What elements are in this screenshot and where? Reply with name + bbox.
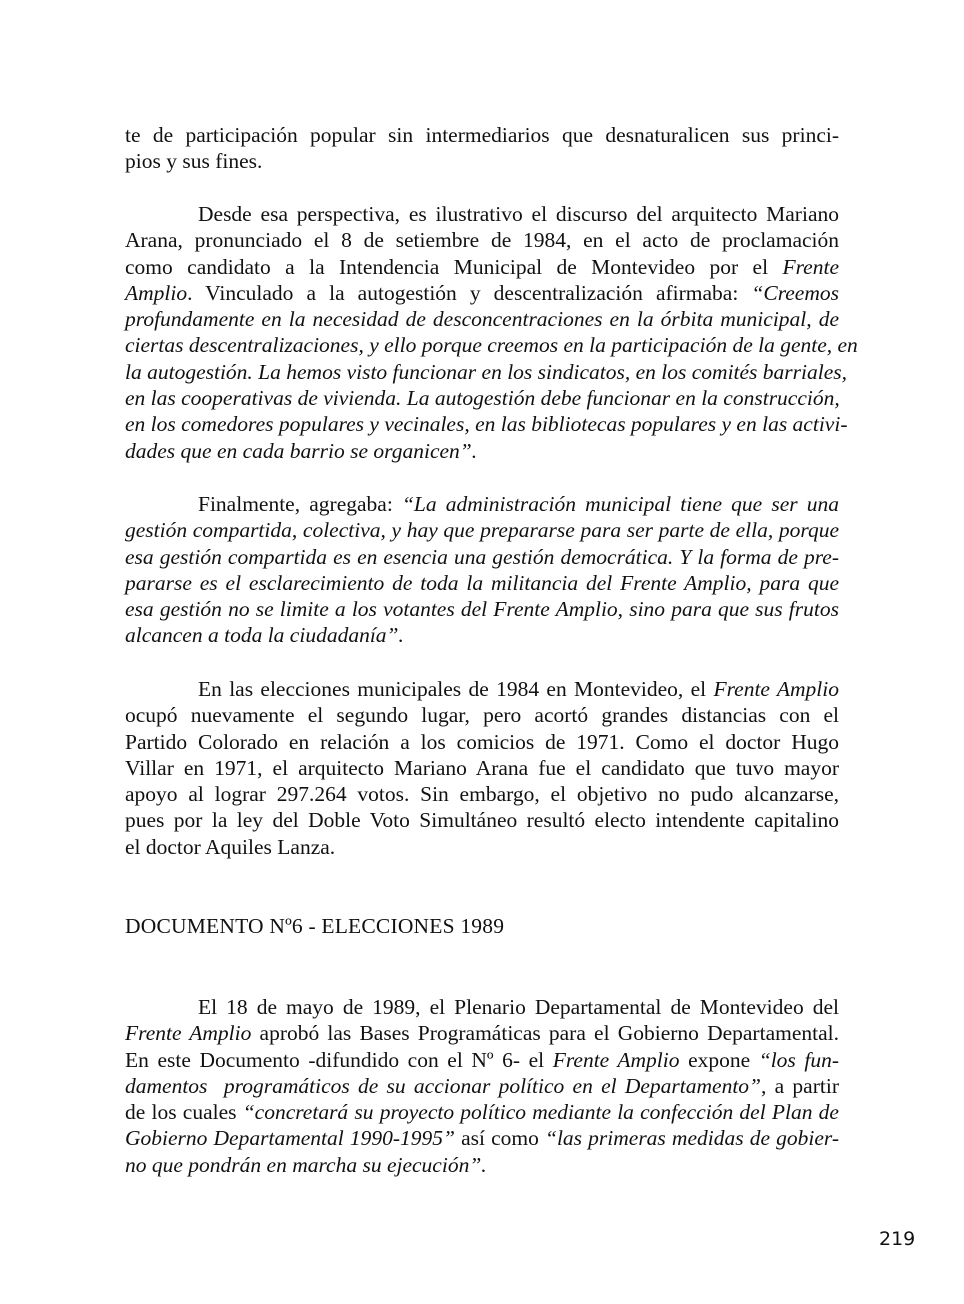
italic-quote: “los fun- xyxy=(758,1047,840,1072)
quote-line: en las cooperativas de vivienda. La autogestión debe funcionar en la construcción, xyxy=(125,386,840,411)
italic-name: Amplio xyxy=(125,280,188,305)
italic-name: Frente Amplio xyxy=(552,1047,680,1072)
text-line: el doctor Aquiles Lanza. xyxy=(125,834,336,859)
quote-line: esa gestión compartida es en esencia una gestión democrática. Y la forma de pre- xyxy=(125,544,839,569)
text-line: En este Documento -difundido con el Nº 6- el Frente Amplio expone “los fun- xyxy=(125,1047,840,1072)
quote-line: alcancen a toda la ciudadanía”. xyxy=(125,623,404,648)
text-line: de los cuales “concretará su proyecto político mediante la confección del Plan de xyxy=(125,1100,839,1125)
text-line: Villar en 1971, el arquitecto Mariano Arana fue el candidato que tuvo mayor xyxy=(125,755,839,780)
quote-line: la autogestión. La hemos visto funcionar en los sindicatos, en los comités barriales, xyxy=(125,359,848,384)
italic-quote: “Creemos xyxy=(751,280,839,305)
text-line: te de participación popular sin intermediarios que desnaturalicen sus princi- xyxy=(125,123,839,147)
text-line: pios y sus fines. xyxy=(125,149,263,174)
quote-line: esa gestión no se limite a los votantes del Frente Amplio, sino para que sus frutos xyxy=(125,597,839,622)
text-line: Frente Amplio aprobó las Bases Programáticas para el Gobierno Departamental. xyxy=(125,1021,839,1046)
text-line: El 18 de mayo de 1989, el Plenario Departamental de Montevideo del xyxy=(198,995,839,1019)
text-line: Arana, pronunciado el 8 de setiembre de 1984, en el acto de proclamación xyxy=(125,228,839,253)
text-line: pues por la ley del Doble Voto Simultáneo resultó electo intendente capitalino xyxy=(125,808,839,833)
quote-line: pararse es el esclarecimiento de toda la militancia del Frente Amplio, para que xyxy=(125,570,839,595)
italic-quote: “concretará su proyecto político mediante la confección del Plan de xyxy=(242,1100,839,1125)
text-line: apoyo al lograr 297.264 votos. Sin embargo, el objetivo no pudo alcanzarse, xyxy=(125,782,839,807)
page-number: 219 xyxy=(879,1228,916,1250)
italic-name: Frente Amplio xyxy=(713,677,840,701)
paragraph-4 xyxy=(125,676,839,860)
text-line: Finalmente, agregaba: “La administración municipal tiene que ser una xyxy=(198,492,839,516)
section-heading: DOCUMENTO Nº6 - ELECCIONES 1989 xyxy=(125,914,505,938)
paragraph-5 xyxy=(125,994,839,1178)
text-line: Amplio. Vinculado a la autogestión y descentralización afirmaba: “Creemos xyxy=(125,280,839,305)
text-line: Desde esa perspectiva, es ilustrativo el discurso del arquitecto Mariano xyxy=(198,202,839,226)
paragraph-1 xyxy=(125,122,839,175)
text-line: damentos programáticos de su accionar político en el Departamento”, a partir xyxy=(125,1073,839,1098)
text-line: Gobierno Departamental 1990-1995” así como “las primeras medidas de gobier- xyxy=(125,1126,839,1151)
text-line: Partido Colorado en relación a los comicios de 1971. Como el doctor Hugo xyxy=(125,729,839,754)
text-line: En las elecciones municipales de 1984 en Montevideo, el Frente Amplio xyxy=(198,677,840,701)
text-line: como candidato a la Intendencia Municipal de Montevideo por el Frente xyxy=(125,254,839,279)
quote-line: no que pondrán en marcha su ejecución”. xyxy=(125,1152,487,1177)
italic-name: Frente xyxy=(782,254,839,279)
paragraph-3 xyxy=(125,491,839,649)
quote-line: dades que en cada barrio se organicen”. xyxy=(125,438,478,463)
quote-line: en los comedores populares y vecinales, en las bibliotecas populares y en las activi- xyxy=(125,412,848,437)
italic-quote: damentos programáticos de su accionar político en el Departamento” xyxy=(125,1073,761,1098)
italic-quote: “las primeras medidas de gobier- xyxy=(544,1126,839,1151)
italic-name: Frente Amplio xyxy=(125,1021,252,1046)
paragraph-2 xyxy=(125,201,858,464)
quote-line: gestión compartida, colectiva, y hay que prepararse para ser parte de ella, porque xyxy=(125,518,839,543)
italic-quote: “La administración municipal tiene que ser una xyxy=(401,492,839,516)
text-line: ocupó nuevamente el segundo lugar, pero acortó grandes distancias con el xyxy=(125,703,839,728)
quote-line: ciertas descentralizaciones, y ello porque creemos en la participación de la gente, en xyxy=(125,333,858,358)
italic-quote: Gobierno Departamental 1990-1995” xyxy=(125,1126,455,1151)
quote-line: profundamente en la necesidad de desconcentraciones en la órbita municipal, de xyxy=(125,307,839,332)
